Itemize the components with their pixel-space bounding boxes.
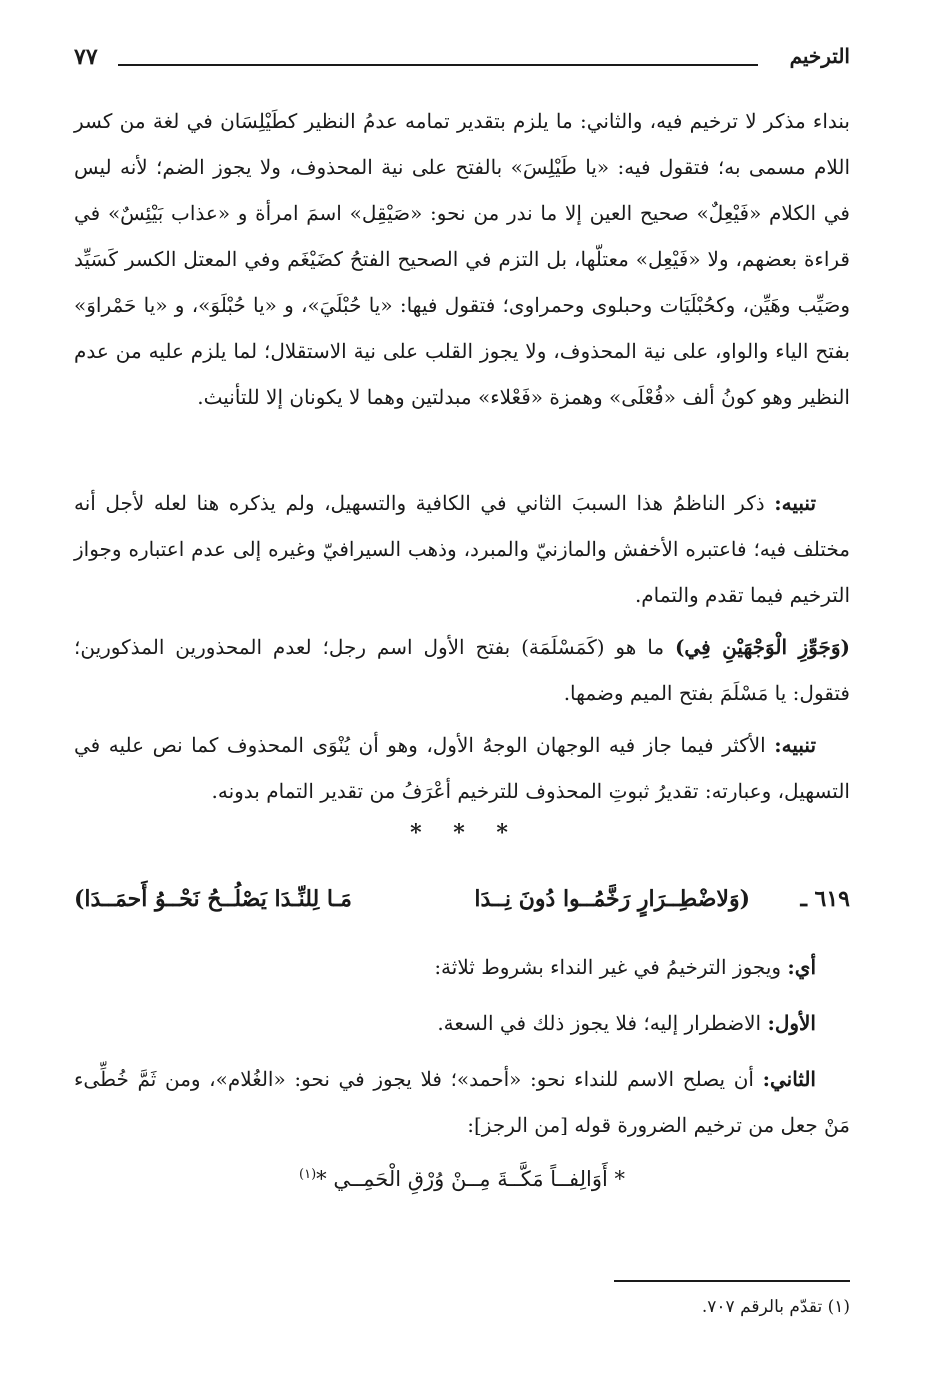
paragraph-text: ما هو (كَمَسْلَمَة) بفتح الأول اسم رجل؛ لعدم المحذورين المذكورين؛ فتقول: يا مَسْلَمَ بفتح الميم وضمها.	[74, 635, 850, 705]
paragraph	[74, 98, 850, 420]
paragraph-label: تنبيه:	[774, 491, 817, 515]
paragraph-text: ذكر الناظمُ هذا السببَ الثاني في الكافية والتسهيل، ولم يذكره هنا لعله لأجل أنه مختلف فيه؛ فاعتبره الأخفش والمازنيّ والمبرد، وذهب السيرافيّ وغيره إلى عدم اعتباره وجواز الترخيم فيما تقدم والتمام.	[74, 491, 850, 607]
commentary-line	[74, 944, 850, 990]
commentary-label: الأول:	[767, 1011, 816, 1035]
page-number: ٧٧	[74, 44, 98, 70]
paragraph	[74, 624, 850, 716]
paragraph	[74, 480, 850, 618]
quoted-verse	[74, 1152, 850, 1202]
footnote-reference: (١)	[299, 1167, 317, 1182]
quoted-verse-text: * أَوَالِفــاً مَكَّــةَ مِــنْ وُرْقِ الْحَمِــي *	[316, 1167, 625, 1191]
verse-hemistich-second: مَـا لِلنِّـدَا يَصْلُــحُ نَحْــوُ أَحمَــدَا)	[74, 886, 352, 912]
paragraph-text: بنداء مذكر لا ترخيم فيه، والثاني: ما يلزم بتقدير تمامه عدمُ النظير كطَيْلِسَان في لغة من كسر اللام مسمى به؛ فتقول فيه: «يا طَيْلِسَ» بالفتح على نية المحذوف، ولا يجوز الضم؛ لأنه ليس في الكلام «فَيْعِلٌ» صحيح العين إلا ما ندر من نحو: «صَيْقِل» اسمَ امرأة و «عذاب بَيْئِسٌ» في قراءة بعضهم، ولا «فَيْعِل» معتلّها، بل التزم في الصحيح الفتحُ كضَيْغَم وفي المعتل الكسر كَسَيِّد وصَيِّب وهَيِّن، وكحُبْلَيَات وحبلوى وحمراوى؛ فتقول فيها: «يا حُبْلَيَ»، و «يا حُبْلَوَ»، و «يا حَمْراوَ» بفتح الياء والواو، على نية المحذوف، ولا يجوز القلب على نية الاستقلال؛ لما يلزم عليه من عدم النظير وهو كونُ ألف «فُعْلَى» وهمزة «فَعْلاء» مبدلتين وهما لا يكونان إلا للتأنيث.	[74, 109, 850, 409]
verse-619	[74, 886, 850, 926]
paragraph	[74, 722, 850, 814]
footnote-rule	[614, 1280, 850, 1282]
footnote-marker: (١)	[827, 1297, 850, 1317]
paragraph-label: تنبيه:	[774, 733, 817, 757]
footnote	[74, 1290, 850, 1324]
commentary-line	[74, 1056, 850, 1148]
paragraph-text: الأكثر فيما جاز فيه الوجهان الوجهُ الأول، وهو أن يُنْوَى المحذوف كما نص عليه في التسهيل، وعبارته: تقديرُ ثبوتِ المحذوف للترخيم أعْرَفُ من تقدير التمام بدونه.	[74, 733, 850, 803]
commentary-line	[74, 1000, 850, 1046]
verse-hemistich-first: (وَلاضْطِــرَارٍ رَخَّمُــوا دُونَ نِــدَا	[474, 886, 750, 912]
chapter-title: الترخيم	[789, 44, 850, 68]
main-text	[74, 98, 850, 420]
header-rule	[118, 64, 758, 66]
commentary-label: الثاني:	[762, 1067, 816, 1091]
verse-number: ٦١٩ ـ	[800, 886, 850, 912]
running-header	[74, 40, 850, 84]
commentary-label: أي:	[787, 955, 816, 979]
note-block	[74, 480, 850, 814]
section-separator: * * *	[410, 820, 520, 846]
commentary-text: أن يصلح الاسم للنداء نحو: «أحمد»؛ فلا يجوز في نحو: «الغُلام»، ومن ثَمَّ خُطِّىء مَنْ جعل من ترخيم الضرورة قوله [من الرجز]:	[74, 1067, 850, 1137]
commentary-text: الاضطرار إليه؛ فلا يجوز ذلك في السعة.	[437, 1011, 762, 1035]
paragraph-label: (وَجَوِّزِ الْوَجْهَيْنِ فِي)	[674, 635, 851, 659]
commentary-block	[74, 944, 850, 1202]
commentary-text: ويجوز الترخيمُ في غير النداء بشروط ثلاثة:	[434, 955, 782, 979]
footnote-text: تقدّم بالرقم ٧٠٧.	[701, 1297, 823, 1317]
